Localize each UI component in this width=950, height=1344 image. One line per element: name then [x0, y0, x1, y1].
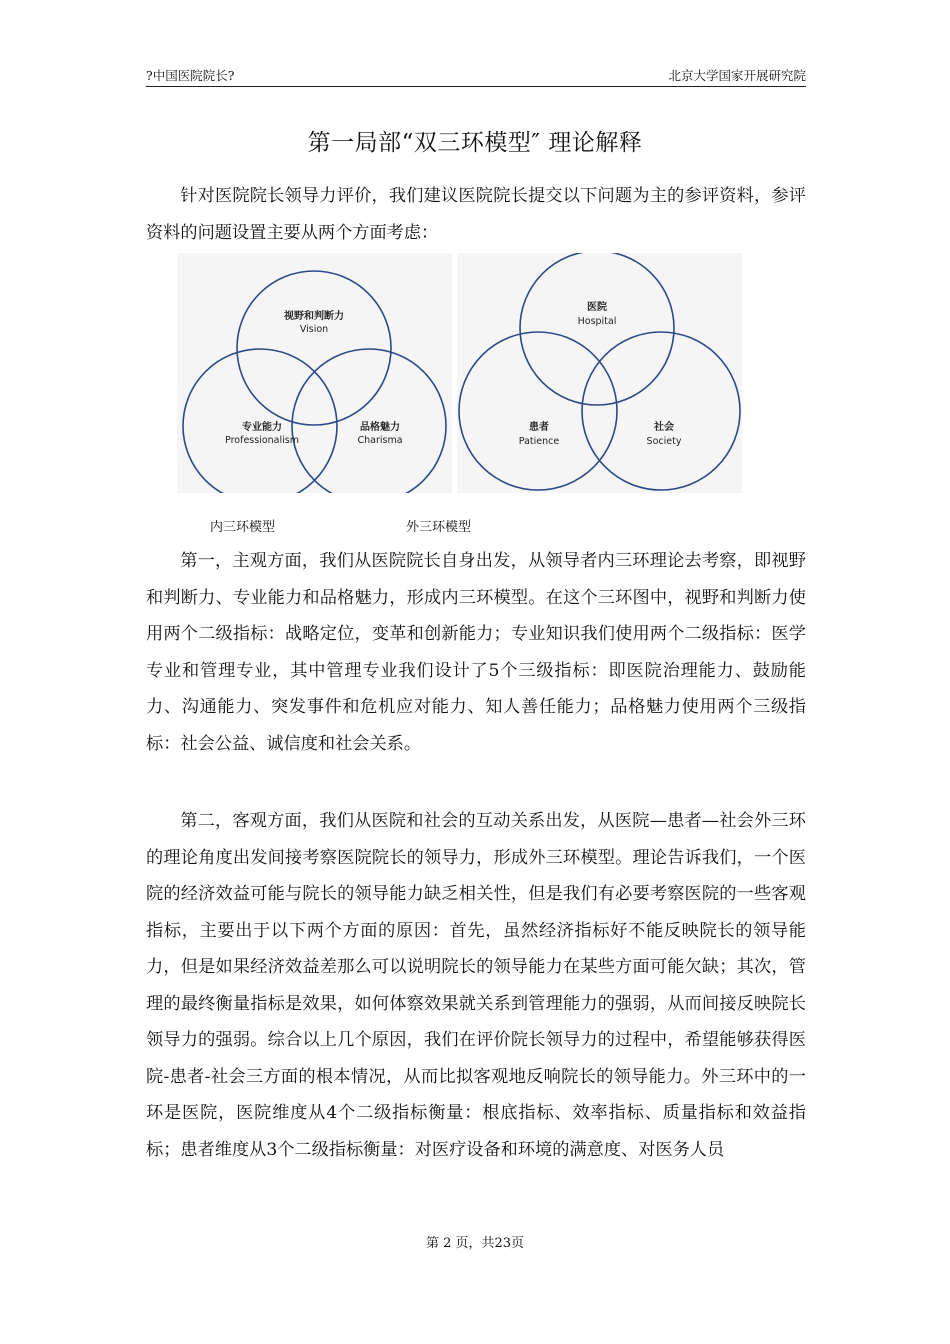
paragraph-second-text: 第二，客观方面，我们从医院和社会的互动关系出发，从医院—患者—社会外三环的理论角度出发间接考察医院院长的领导力，形成外三环模型。理论告诉我们，一个医院的经济效益可能与院长的领导能力缺乏相关性，但是我们有必要考察医院的一些客观指标，主要出于以下两个方面的原因：首先，虽然经济指标好不能反映院长的领导能力，但是如果经济效益差那么可以说明院长的领导能力在某些方面可能欠缺；其次，管理的最终衡量指标是效果，如何体察效果就关系到管理能力的强弱，从而间接反映院长领导力的强弱。综合以上几个原因，我们在评价院长领导力的过程中，希望能够获得医院-患者-社会三方面的根本情况，从而比拟客观地反响院长的领导能力。外三环中的一环是医院，医院维度从4个二级指标衡量：根底指标、效率指标、质量指标和效益指标；患者维度从3个二级指标衡量：对医疗设备和环境的满意度、对医务人员	[146, 811, 806, 1160]
inner-three-ring-diagram	[177, 253, 452, 493]
hospital-label-zh: 医院	[587, 302, 607, 313]
outer-diagram-caption: 外三环模型	[406, 520, 472, 535]
patience-label-en: Patience	[518, 436, 560, 447]
vision-label-zh: 视野和判断力	[284, 311, 344, 322]
charisma-label-zh: 品格魅力	[360, 422, 400, 433]
society-label-en: Society	[646, 436, 682, 447]
inner-diagram-caption: 内三环模型	[210, 520, 276, 535]
charisma-label-en: Charisma	[357, 435, 403, 446]
page-footer: 第 2 页，共23页	[425, 1236, 525, 1251]
society-label-zh: 社会	[654, 422, 674, 433]
patience-label-zh: 患者	[529, 422, 549, 433]
intro-text: 针对医院院长领导力评价，我们建议医院院长提交以下问题为主的参评资料，参评资料的问题设置主要从两个方面考虑：	[146, 186, 806, 243]
professionalism-label-en: Professionalism	[225, 435, 299, 446]
intro-paragraph	[146, 178, 806, 251]
outer-diagram-background	[457, 253, 742, 493]
hospital-label-en: Hospital	[577, 316, 617, 327]
paragraph-first-text: 第一，主观方面，我们从医院院长自身出发，从领导者内三环理论去考察，即视野和判断力、专业能力和品格魅力，形成内三环模型。在这个三环图中，视野和判断力使用两个二级指标：战略定位，变革和创新能力；专业知识我们使用两个二级指标：医学专业和管理专业，其中管理专业我们设计了5个三级指标：即医院治理能力、鼓励能力、沟通能力、突发事件和危机应对能力、知人善任能力；品格魅力使用两个三级指标：社会公益、诚信度和社会关系。	[146, 551, 806, 754]
header-left-text: ?中国医院院长?	[146, 68, 235, 83]
paragraph-second	[146, 803, 806, 1168]
page-header	[146, 66, 806, 87]
paragraph-first	[146, 543, 806, 762]
inner-diagram-background	[177, 253, 452, 493]
header-right-text: 北京大学国家开展研究院	[668, 68, 806, 83]
outer-three-ring-diagram	[457, 253, 742, 493]
professionalism-label-zh: 专业能力	[242, 422, 282, 433]
vision-label-en: Vision	[299, 324, 329, 335]
section-title: 第一局部“双三环模型″ 理论解释	[307, 130, 643, 156]
